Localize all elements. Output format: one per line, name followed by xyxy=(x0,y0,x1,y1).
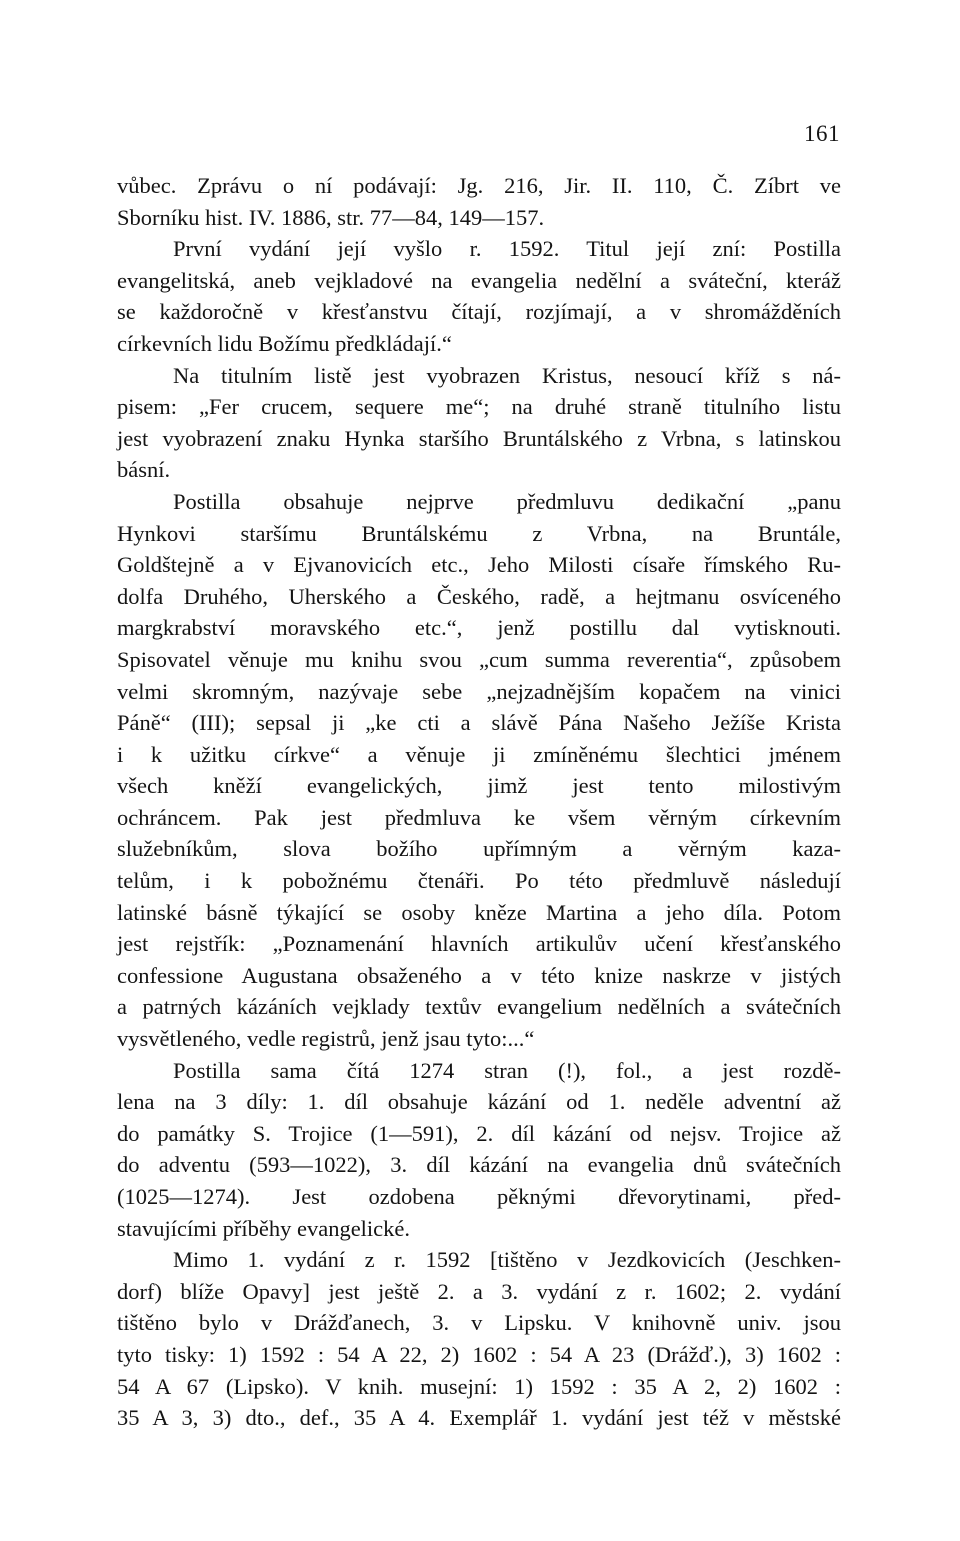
text-line: evangelitská, aneb vejkladové na evangelia nedělní a sváteční, kteráž xyxy=(117,267,841,293)
text-line: dolfa Druhého, Uherského a Českého, radě, a hejtmanu osvíceného xyxy=(117,583,841,609)
text-line: Sborníku hist. IV. 1886, str. 77—84, 149—157. xyxy=(117,204,545,230)
text-line: Mimo 1. vydání z r. 1592 [tištěno v Jezdkovicích (Jeschken- xyxy=(173,1247,841,1273)
text-line: do adventu (593—1022), 3. díl kázání na evangelia dnů svátečních xyxy=(117,1152,841,1178)
text-line: latinské básně týkající se osoby kněze Martina a jeho díla. Potom xyxy=(117,899,841,925)
text-line: Postilla sama čítá 1274 stran (!), fol., a jest rozdě- xyxy=(173,1057,841,1083)
text-line: dorf) blíže Opavy] jest ještě 2. a 3. vydání z r. 1602; 2. vydání xyxy=(117,1278,841,1304)
text-line: confessione Augustana obsaženého a v této knize naskrze v jistých xyxy=(117,962,841,988)
text-line: 35 A 3, 3) dto., def., 35 A 4. Exemplář 1. vydání jest též v městské xyxy=(117,1405,841,1431)
text-line: básní. xyxy=(117,457,171,483)
text-line: ochráncem. Pak jest předmluva ke všem věrným církevním xyxy=(117,804,841,830)
text-line: tyto tisky: 1) 1592 : 54 A 22, 2) 1602 : 54 A 23 (Drážď.), 3) 1602 : xyxy=(117,1341,841,1367)
text-line: církevních lidu Božímu předkládají.“ xyxy=(117,330,452,356)
text-line: a patrných kázáních vejklady textův evangelium nedělních a svátečních xyxy=(117,994,841,1020)
text-line: Postilla obsahuje nejprve předmluvu dedikační „panu xyxy=(173,488,841,514)
text-line: lena na 3 díly: 1. díl obsahuje kázání od 1. neděle adventní až xyxy=(117,1089,841,1115)
text-line: Goldštejně a v Ejvanovicích etc., Jeho Milosti císaře římského Ru- xyxy=(117,552,841,578)
text-line: do památky S. Trojice (1—591), 2. díl kázání od nejsv. Trojice až xyxy=(117,1120,841,1146)
text-line: jest rejstřík: „Poznamenání hlavních artikulův učení křesťanského xyxy=(117,931,841,957)
text-line: Spisovatel věnuje mu knihu svou „cum summa reverentia“, způsobem xyxy=(117,646,841,672)
text-line: telům, i k pobožnému čtenáři. Po této předmluvě následují xyxy=(117,868,841,894)
text-line: se každoročně v křesťanstvu čítají, rozjímají, a v shromážděních xyxy=(117,299,841,325)
text-line: (1025—1274). Jest ozdobena pěknými dřevorytinami, před- xyxy=(117,1184,841,1209)
text-line: 54 A 67 (Lipsko). V knih. musejní: 1) 1592 : 35 A 2, 2) 1602 : xyxy=(117,1373,841,1399)
text-line: tištěno bylo v Drážďanech, 3. v Lipsku. V knihovně univ. jsou xyxy=(117,1310,841,1336)
text-line: vůbec. Zprávu o ní podávají: Jg. 216, Jir. II. 110, Č. Zíbrt ve xyxy=(117,173,841,198)
text-line: stavujícími příběhy evangelické. xyxy=(117,1215,411,1241)
page-number: 161 xyxy=(804,121,840,146)
text-line: služebníkům, slova božího upřímným a věrným kaza- xyxy=(117,836,841,862)
text-line: Hynkovi staršímu Bruntálskému z Vrbna, na Bruntále, xyxy=(117,520,841,546)
text-line: Na titulním listě jest vyobrazen Kristus, nesoucí kříž s ná- xyxy=(173,362,841,388)
text-line: velmi skromným, nazývaje sebe „nejzadnějším kopačem na vinici xyxy=(117,678,841,704)
text-line: margkrabství moravského etc.“, jenž postillu dal vytisknouti. xyxy=(117,615,841,641)
text-line: vysvětleného, vedle registrů, jenž jsau tyto:...“ xyxy=(117,1026,535,1052)
text-line: všech kněží evangelických, jimž jest tento milostivým xyxy=(117,773,841,799)
body-text xyxy=(117,170,841,1434)
text-line: pisem: „Fer crucem, sequere me“; na druhé straně titulního listu xyxy=(117,394,841,420)
text-line: Páně“ (III); sepsal ji „ke cti a slávě Pána Našeho Ježíše Krista xyxy=(117,710,841,736)
text-line: jest vyobrazení znaku Hynka staršího Bruntálského z Vrbna, s latinskou xyxy=(117,425,841,451)
text-line: První vydání její vyšlo r. 1592. Titul její zní: Postilla xyxy=(173,236,841,262)
text-line: i k užitku církve“ a věnuje ji zmíněnému šlechtici jménem xyxy=(117,741,841,767)
